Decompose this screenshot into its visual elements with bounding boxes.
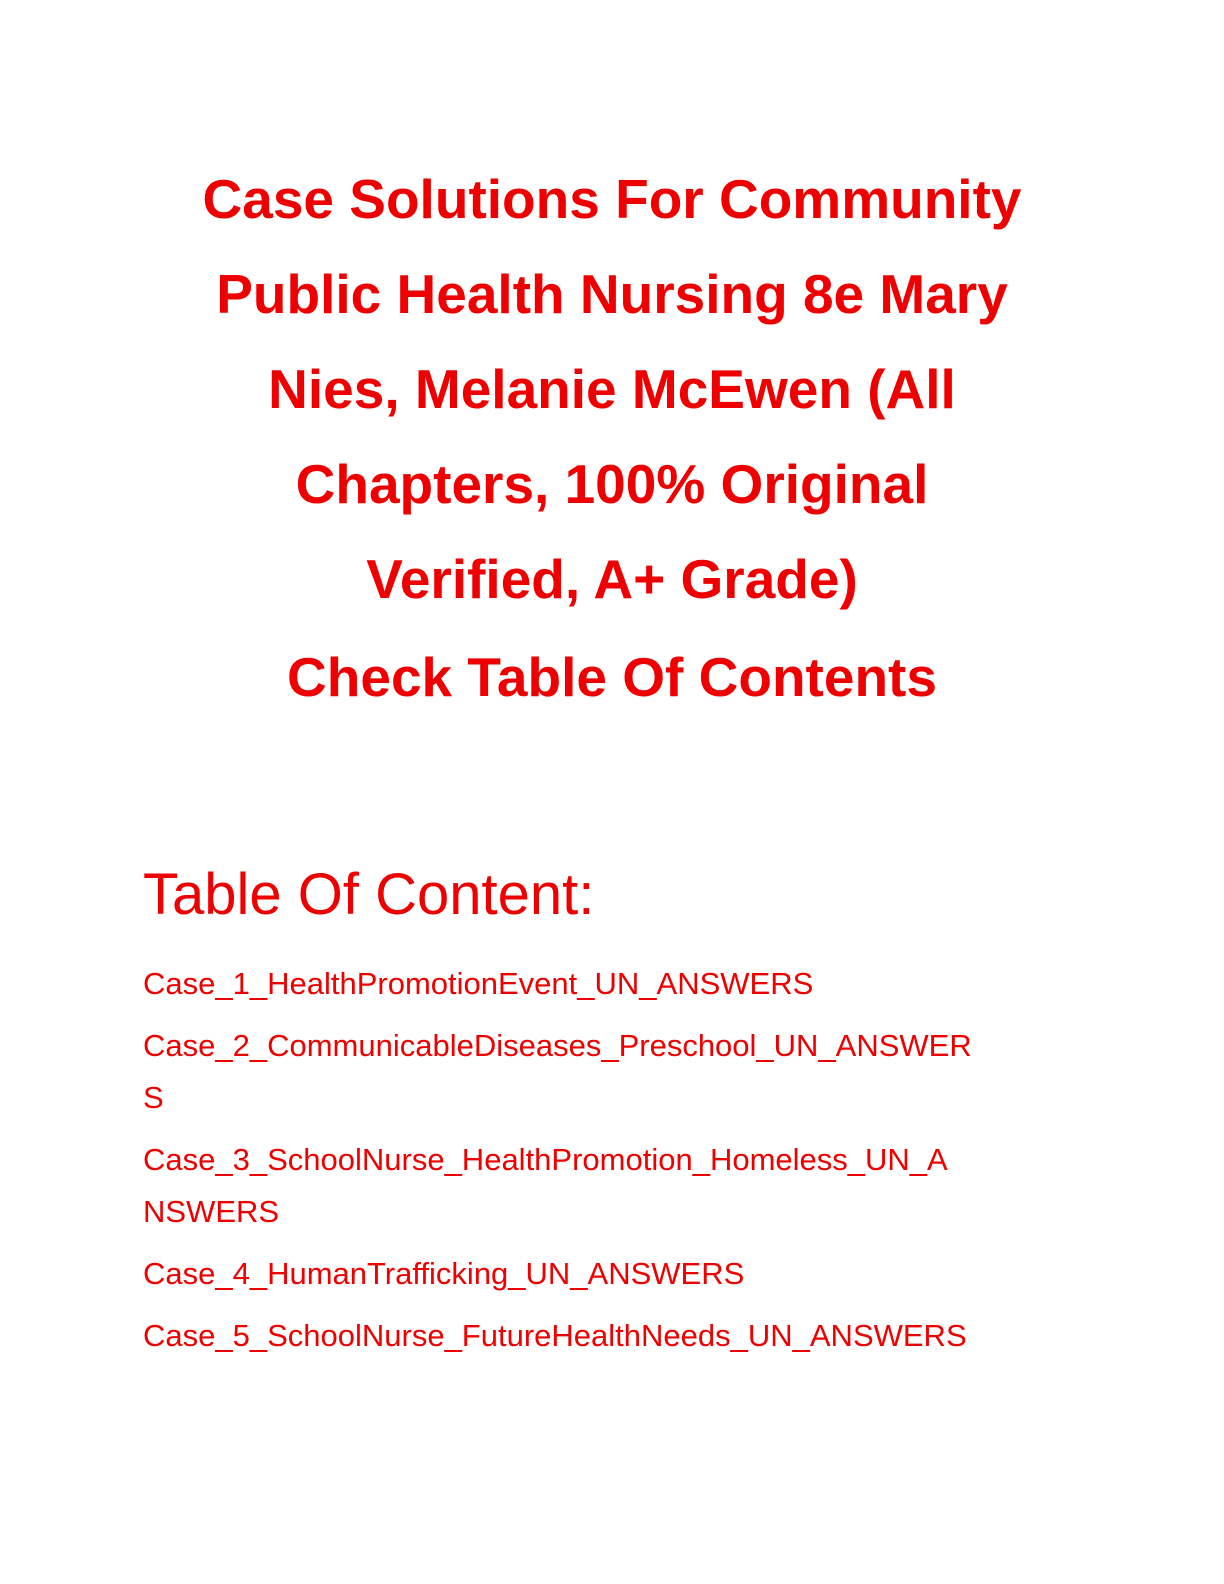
toc-item-text: Case_1_HealthPromotionEvent_UN_ANSWERS (143, 966, 814, 1001)
toc-item-case-2 (143, 1020, 1083, 1124)
title-line: Case Solutions For Community (202, 168, 1022, 230)
toc-item-text: Case_5_SchoolNurse_FutureHealthNeeds_UN_ANSWERS (143, 1318, 967, 1353)
toc-item-text: Case_4_HumanTrafficking_UN_ANSWERS (143, 1256, 745, 1291)
toc-item-text: Case_3_SchoolNurse_HealthPromotion_Homeless_UN_A (143, 1142, 948, 1177)
toc-item-text-wrap: S (143, 1080, 164, 1115)
toc-item-case-1 (143, 958, 1083, 1010)
toc-item-case-3 (143, 1134, 1083, 1238)
toc-list (143, 958, 1083, 1372)
toc-item-text-wrap: NSWERS (143, 1194, 280, 1229)
title-line: Public Health Nursing 8e Mary (216, 263, 1008, 325)
toc-item-case-5 (143, 1310, 1083, 1362)
toc-item-text: Case_2_CommunicableDiseases_Preschool_UN_ANSWER (143, 1028, 972, 1063)
toc-heading: Table Of Content: (143, 862, 595, 927)
document-title (100, 152, 1124, 627)
title-line: Chapters, 100% Original (295, 453, 929, 515)
toc-item-case-4 (143, 1248, 1083, 1300)
title-line: Verified, A+ Grade) (366, 548, 858, 610)
document-subtitle: Check Table Of Contents (287, 646, 937, 708)
title-line: Nies, Melanie McEwen (All (268, 358, 956, 420)
